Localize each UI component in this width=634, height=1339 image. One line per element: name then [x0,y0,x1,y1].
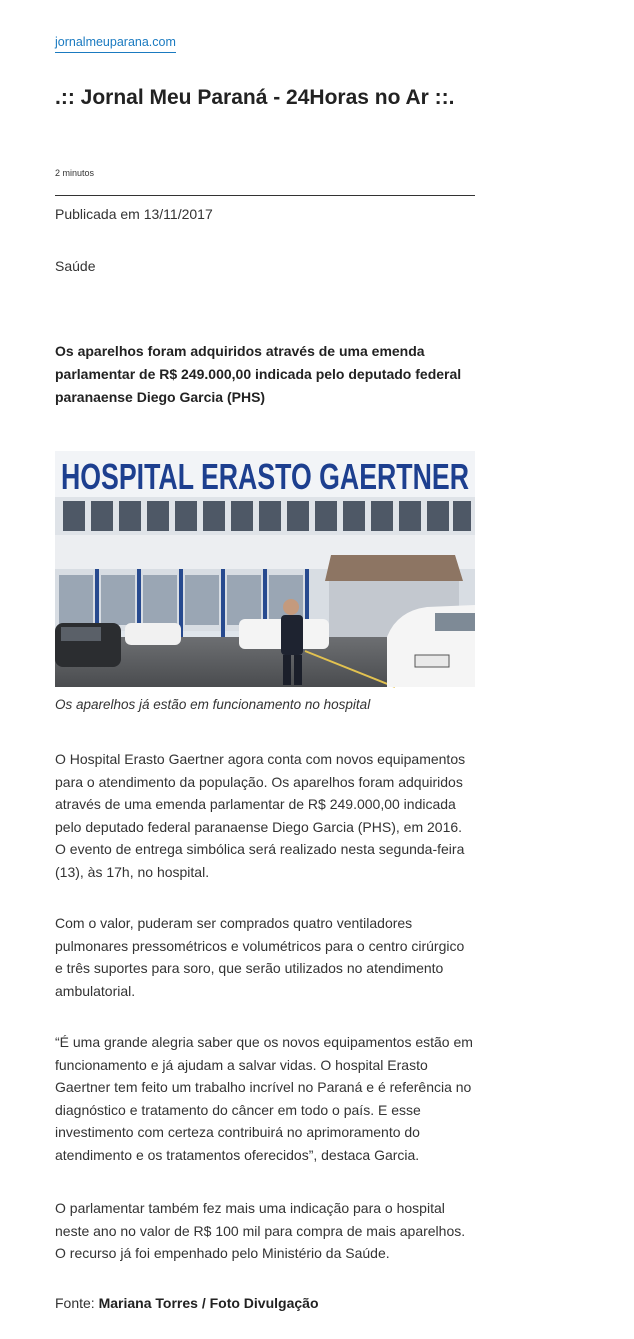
article-paragraph: O Hospital Erasto Gaertner agora conta com novos equipamentos para o atendimento da população. Os aparelhos foram adquiridos através de uma emenda parlamentar de R$ 249.000,00 indicada pelo deputado federal paranaense Diego Garcia (PHS), em 2016. O evento de entrega simbólica será realizado nesta segunda-feira (13), às 17h, no hospital. [55,751,466,880]
published-date: Publicada em 13/11/2017 [55,206,213,222]
article-paragraph: Com o valor, puderam ser comprados quatro ventiladores pulmonares pressométricos e volumétricos para o centro cirúrgico e três suportes para soro, que serão utilizados no atendimento ambulatorial. [55,915,465,999]
photo-caption: Os aparelhos já estão em funcionamento no hospital [55,697,371,712]
article-title: .:: Jornal Meu Paraná - 24Horas no Ar ::. [55,86,455,109]
article-paragraph: “É uma grande alegria saber que os novos equipamentos estão em funcionamento e já ajudam a salvar vidas. O hospital Erasto Gaertner tem feito um trabalho incrível no Paraná e é referência no diagnóstico e tratamento do câncer em todo o país. E esse investimento com certeza contribuirá no aprimoramento do atendimento e os tratamentos oferecidos”, destaca Garcia. [55,1034,473,1163]
source-link[interactable]: jornalmeuparana.com [55,35,176,53]
credit-name: Mariana Torres / Foto Divulgação [98,1295,319,1311]
section-label: Saúde [55,258,96,274]
credit-label: Fonte: [55,1295,95,1311]
svg-text:HOSPITAL ERASTO GAERTNER: HOSPITAL ERASTO GAERTNER [61,456,469,497]
article-paragraph: O parlamentar também fez mais uma indicação para o hospital neste ano no valor de R$ 100 mil para compra de mais aparelhos. O recurso já foi empenhado pelo Ministério da Saúde. [55,1200,466,1261]
read-time: 2 minutos [55,168,95,178]
article-credit [55,1295,319,1311]
hospital-photo [55,451,475,687]
divider [55,195,475,196]
article-lead: Os aparelhos foram adquiridos através de uma emenda parlamentar de R$ 249.000,00 indicada pelo deputado federal paranaense Diego Garcia (PHS) [55,343,462,405]
